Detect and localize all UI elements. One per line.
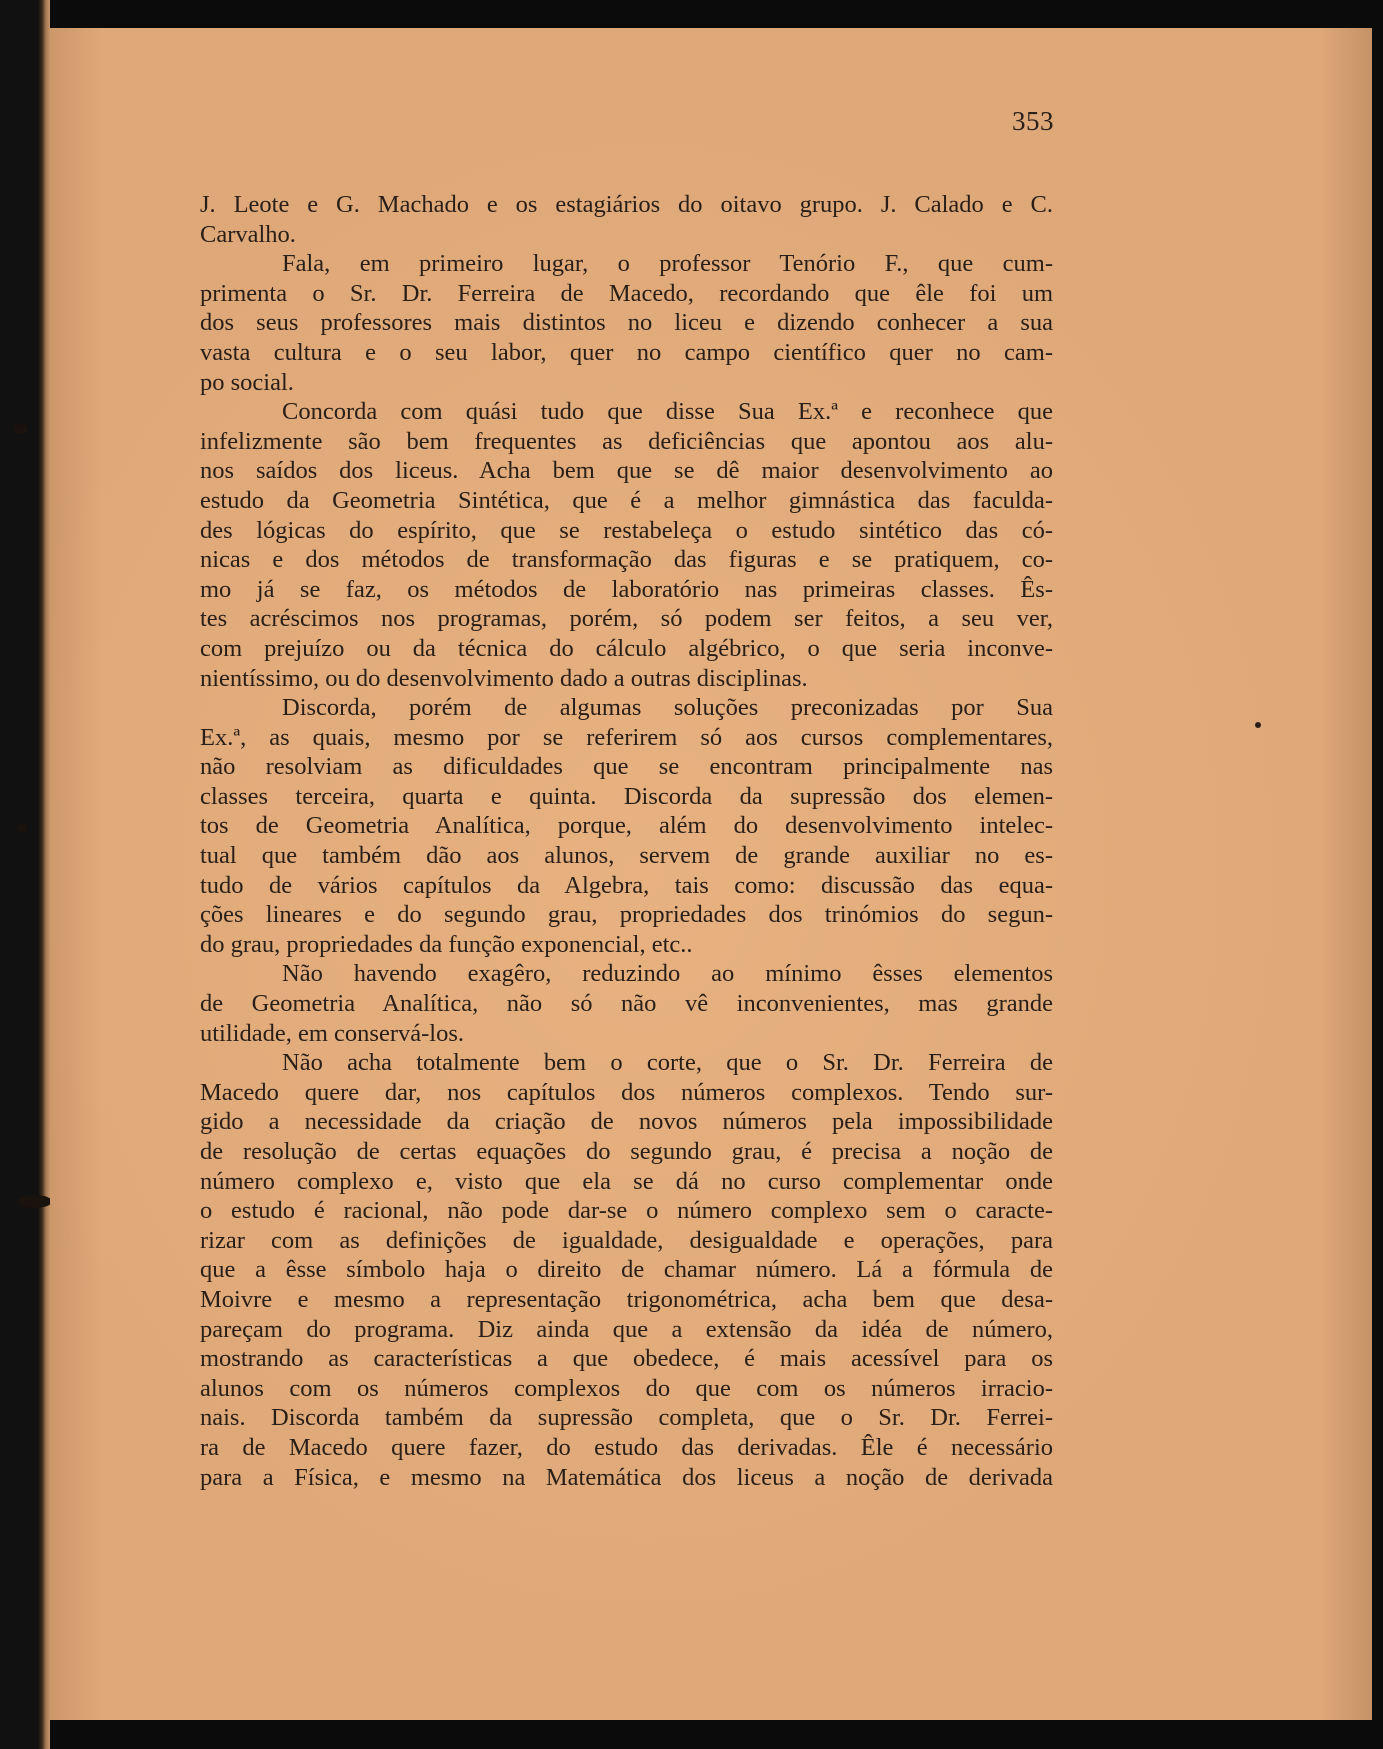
body-text [200, 190, 1053, 1492]
text-line: nientíssimo, ou do desenvolvimento dado a outras disciplinas. [200, 664, 808, 692]
text-line: Macedo quere dar, nos capítulos dos números complexos. Tendo sur- [200, 1078, 1053, 1106]
paragraph [200, 959, 1053, 1048]
text-line: classes terceira, quarta e quinta. Discorda da supressão dos elemen- [200, 782, 1053, 810]
paragraph [200, 249, 1053, 397]
text-line: Fala, em primeiro lugar, o professor Tenório F., que cum- [282, 250, 1053, 278]
text-line: infelizmente são bem frequentes as deficiências que apontou aos alu- [200, 427, 1053, 455]
text-line: do grau, propriedades da função exponencial, etc.. [200, 930, 693, 958]
binding-mark [18, 1195, 52, 1208]
text-line: Concorda com quási tudo que disse Sua Ex.ª e reconhece que [282, 398, 1053, 426]
text-line: mostrando as características a que obedece, é mais acessível para os [200, 1345, 1053, 1373]
text-line: não resolviam as dificuldades que se encontram principalmente nas [200, 753, 1053, 781]
text-line: pareçam do programa. Diz ainda que a extensão da idéa de número, [200, 1315, 1053, 1343]
text-line: estudo da Geometria Sintética, que é a melhor gimnástica das faculda- [200, 486, 1053, 514]
binding-mark [14, 424, 28, 434]
text-line: Carvalho. [200, 220, 296, 248]
text-line: tes acréscimos nos programas, porém, só podem ser feitos, a seu ver, [200, 605, 1053, 633]
text-line: des lógicas do espírito, que se restabeleça o estudo sintético das có- [200, 516, 1053, 544]
text-line: mo já se faz, os métodos de laboratório nas primeiras classes. Ês- [200, 575, 1053, 603]
text-line: Moivre e mesmo a representação trigonométrica, acha bem que desa- [200, 1285, 1053, 1313]
text-line: J. Leote e G. Machado e os estagiários do oitavo grupo. J. Calado e C. [200, 191, 1053, 218]
binding-mark [16, 823, 28, 832]
text-line: Discorda, porém de algumas soluções preconizadas por Sua [282, 694, 1053, 722]
text-line: utilidade, em conservá-los. [200, 1019, 464, 1047]
text-line: número complexo e, visto que ela se dá no curso complementar onde [200, 1167, 1053, 1195]
binding-edge [0, 0, 50, 1749]
text-line: tual que também dão aos alunos, servem de grande auxiliar no es- [200, 842, 1053, 870]
text-line: primenta o Sr. Dr. Ferreira de Macedo, recordando que êle foi um [200, 279, 1053, 307]
text-line: vasta cultura e o seu labor, quer no campo científico quer no cam- [200, 338, 1053, 366]
text-line: Ex.ª, as quais, mesmo por se referirem só aos cursos complementares, [200, 723, 1053, 751]
paragraph [200, 1048, 1053, 1492]
text-line: Não acha totalmente bem o corte, que o Sr. Dr. Ferreira de [282, 1049, 1053, 1077]
text-line: Não havendo exagêro, reduzindo ao mínimo êsses elementos [282, 960, 1053, 988]
text-line: po social. [200, 368, 294, 396]
text-line: ra de Macedo quere fazer, do estudo das derivadas. Êle é necessário [200, 1433, 1053, 1461]
text-line: dos seus professores mais distintos no liceu e dizendo conhecer a sua [200, 309, 1053, 337]
text-line: nais. Discorda também da supressão completa, que o Sr. Dr. Ferrei- [200, 1404, 1053, 1432]
paragraph [200, 190, 1053, 249]
text-line: nicas e dos métodos de transformação das figuras e se pratiquem, co- [200, 546, 1053, 574]
text-line: rizar com as definições de igualdade, desigualdade e operações, para [200, 1226, 1053, 1254]
text-line: tudo de vários capítulos da Algebra, tais como: discussão das equa- [200, 871, 1053, 899]
text-line: gido a necessidade da criação de novos números pela impossibilidade [200, 1108, 1053, 1136]
text-line: de Geometria Analítica, não só não vê inconvenientes, mas grande [200, 990, 1053, 1018]
ink-speck [1255, 722, 1261, 728]
text-line: para a Física, e mesmo na Matemática dos liceus a noção de derivada [200, 1463, 1053, 1491]
page-number: 353 [1012, 106, 1054, 136]
text-line: que a êsse símbolo haja o direito de chamar número. Lá a fórmula de [200, 1256, 1053, 1284]
text-line: ções lineares e do segundo grau, propriedades dos trinómios do segun- [200, 901, 1053, 929]
text-line: o estudo é racional, não pode dar-se o número complexo sem o caracte- [200, 1197, 1053, 1225]
paragraph [200, 397, 1053, 693]
text-line: alunos com os números complexos do que com os números irracio- [200, 1374, 1053, 1402]
text-line: de resolução de certas equações do segundo grau, é precisa a noção de [200, 1138, 1053, 1165]
text-line: tos de Geometria Analítica, porque, além do desenvolvimento intelec- [200, 812, 1053, 840]
paragraph [200, 693, 1053, 959]
text-line: nos saídos dos liceus. Acha bem que se dê maior desenvolvimento ao [200, 457, 1053, 485]
text-line: com prejuízo ou da técnica do cálculo algébrico, o que seria inconve- [200, 634, 1053, 662]
